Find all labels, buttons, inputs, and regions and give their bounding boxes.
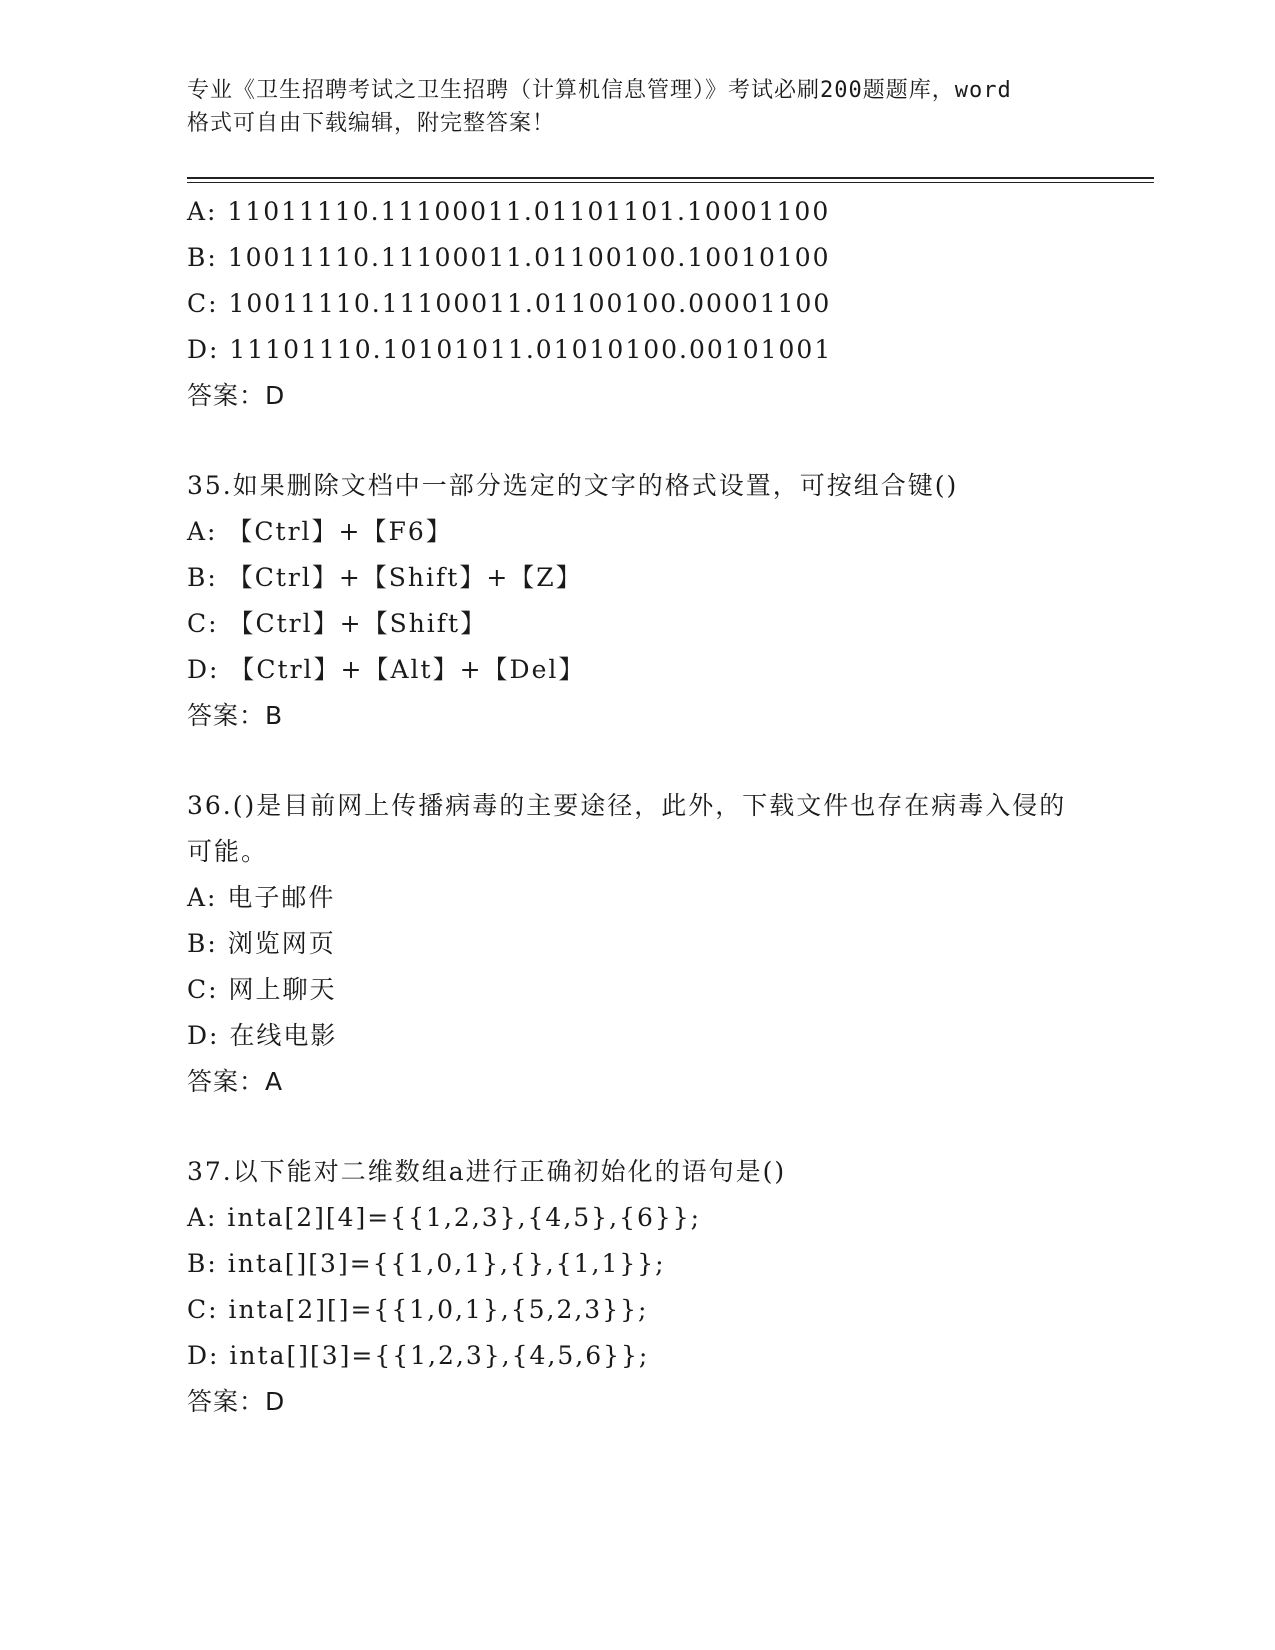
question-stem: 36.()是目前网上传播病毒的主要途径，此外，下载文件也存在病毒入侵的可能。 [187, 791, 1067, 866]
option-c: C: 10011110.11100011.01100100.00001100 [187, 289, 832, 318]
header-line-2: 格式可自由下载编辑，附完整答案！ [187, 111, 556, 136]
question-stem: 35.如果删除文档中一部分选定的文字的格式设置，可按组合键() [187, 471, 959, 500]
answer-line: 答案：D [187, 1387, 286, 1416]
question-block-35 [187, 463, 1087, 739]
header-line-1: 专业《卫生招聘考试之卫生招聘（计算机信息管理）》考试必刷200题题库，word [187, 78, 1012, 103]
question-spacer [187, 1105, 1087, 1149]
option-c: C: 网上聊天 [187, 975, 337, 1004]
question-spacer [187, 419, 1087, 463]
option-a: A: inta[2][4]={{1,2,3},{4,5},{6}}; [187, 1203, 702, 1232]
question-block-37 [187, 1149, 1087, 1425]
option-a: A: 【Ctrl】+【F6】 [187, 517, 453, 546]
question-spacer [187, 739, 1087, 783]
option-d: D: 11101110.10101011.01010100.00101001 [187, 335, 833, 364]
document-header [187, 74, 1107, 140]
answer-line: 答案：D [187, 381, 286, 410]
question-block-36 [187, 783, 1087, 1105]
answer-line: 答案：B [187, 701, 284, 730]
option-d: D: 【Ctrl】+【Alt】+【Del】 [187, 655, 586, 684]
option-d: D: inta[][3]={{1,2,3},{4,5,6}}; [187, 1341, 650, 1370]
option-a: A: 电子邮件 [187, 883, 336, 912]
option-b: B: 浏览网页 [187, 929, 336, 958]
option-a: A: 11011110.11100011.01101101.10001100 [187, 197, 831, 226]
question-list [187, 189, 1087, 1425]
option-b: B: 10011110.11100011.01100100.10010100 [187, 243, 831, 272]
header-divider-thin [187, 182, 1154, 183]
question-block-34 [187, 189, 1087, 419]
option-c: C: inta[2][]={{1,0,1},{5,2,3}}; [187, 1295, 649, 1324]
header-divider-thick [187, 177, 1154, 179]
option-d: D: 在线电影 [187, 1021, 338, 1050]
answer-line: 答案：A [187, 1067, 284, 1096]
option-c: C: 【Ctrl】+【Shift】 [187, 609, 488, 638]
question-stem: 37.以下能对二维数组a进行正确初始化的语句是() [187, 1157, 787, 1186]
option-b: B: 【Ctrl】+【Shift】+【Z】 [187, 563, 583, 592]
option-b: B: inta[][3]={{1,0,1},{},{1,1}}; [187, 1249, 666, 1278]
